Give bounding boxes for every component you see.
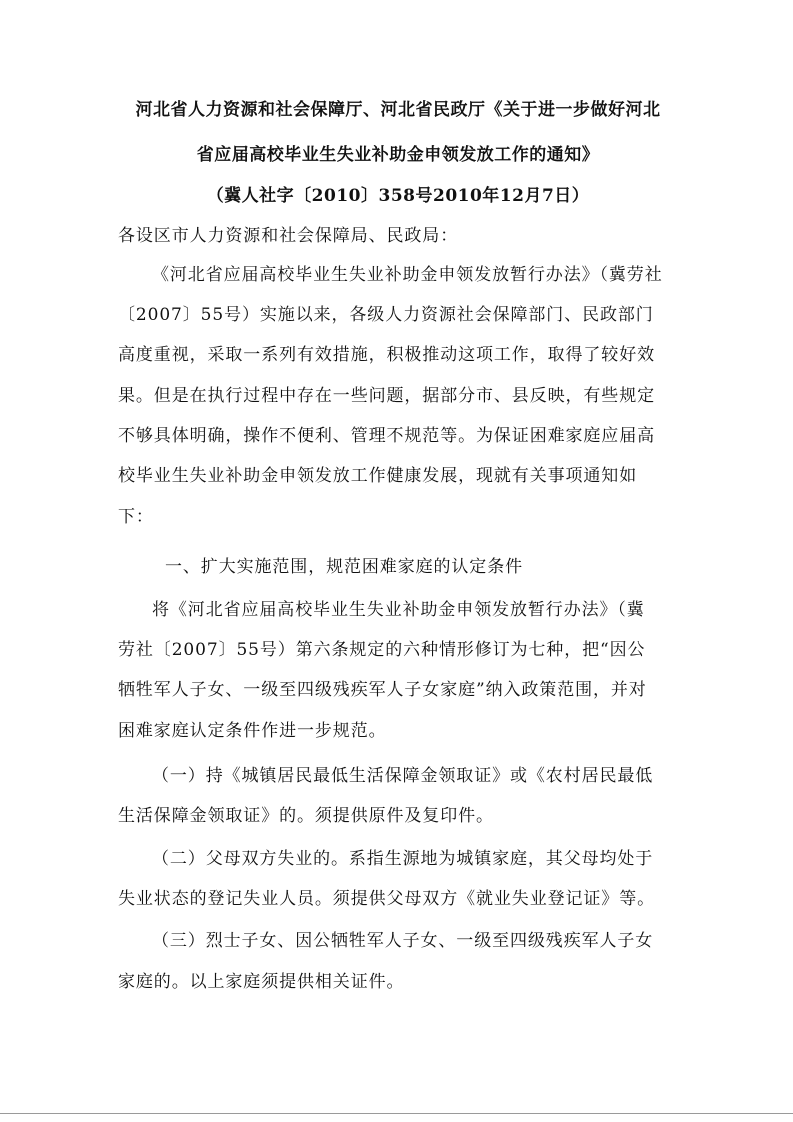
paragraph-line: 果。但是在执行过程中存在一些问题，据部分市、县反映，有些规定 xyxy=(118,386,655,406)
salutation: 各设区市人力资源和社会保障局、民政局： xyxy=(118,226,459,246)
paragraph-line: 高度重视，采取一系列有效措施，积极推动这项工作，取得了较好效 xyxy=(118,345,655,365)
paragraph-line: 困难家庭认定条件作进一步规范。 xyxy=(118,721,387,741)
list-item-line: 家庭的。以上家庭须提供相关证件。 xyxy=(118,972,405,992)
paragraph-line: 将《河北省应届高校毕业生失业补助金申领发放暂行办法》（冀 xyxy=(152,600,645,620)
document-number: （冀人社字〔2010〕358号2010年12月7日） xyxy=(206,186,590,206)
list-item-line: （二）父母双方失业的。系指生源地为城镇家庭，其父母均处于 xyxy=(152,849,654,869)
paragraph-line: 牺牲军人子女、一级至四级残疾军人子女家庭”纳入政策范围，并对 xyxy=(118,680,647,700)
paragraph-line: 劳社〔2007〕55号）第六条规定的六种情形修订为七种，把“因公 xyxy=(118,640,646,660)
list-item-line: （三）烈士子女、因公牺牲军人子女、一级至四级残疾军人子女 xyxy=(152,931,654,951)
list-item-line: 生活保障金领取证》的。须提供原件及复印件。 xyxy=(118,806,494,826)
paragraph-line: 下： xyxy=(118,507,154,527)
paragraph-line: 校毕业生失业补助金申领发放工作健康发展，现就有关事项通知如 xyxy=(118,466,638,486)
list-item-line: 失业状态的登记失业人员。须提供父母双方《就业失业登记证》等。 xyxy=(118,889,655,909)
list-item-line: （一）持《城镇居民最低生活保障金领取证》或《农村居民最低 xyxy=(152,766,654,786)
paragraph-line: 不够具体明确，操作不便利、管理不规范等。为保证困难家庭应届高 xyxy=(118,426,655,446)
document-title-line-1: 河北省人力资源和社会保障厅、河北省民政厅《关于进一步做好河北 xyxy=(135,100,661,120)
paragraph-line: 〔2007〕55号）实施以来，各级人力资源社会保障部门、民政部门 xyxy=(118,305,654,325)
paragraph-line: 《河北省应届高校毕业生失业补助金申领发放暂行办法》（冀劳社 xyxy=(152,265,663,285)
page-bottom-rule xyxy=(0,1113,793,1114)
section-heading: 一、扩大实施范围，规范困难家庭的认定条件 xyxy=(165,557,523,577)
document-title-line-2: 省应届高校毕业生失业补助金申领发放工作的通知》 xyxy=(196,145,600,165)
